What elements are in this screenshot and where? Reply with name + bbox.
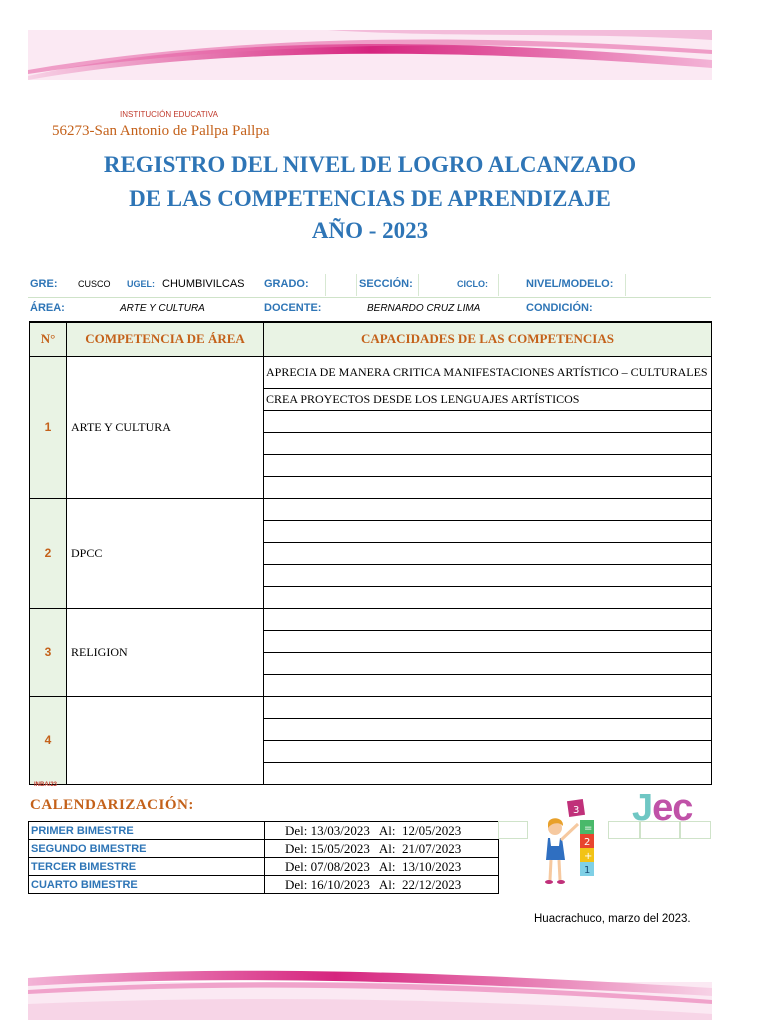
header-competencia: COMPETENCIA DE ÁREA bbox=[67, 322, 264, 356]
jec-logo-ec: ec bbox=[652, 787, 693, 829]
capacidad-cell: CREA PROYECTOS DESDE LOS LENGUAJES ARTÍSTICOS bbox=[264, 388, 712, 410]
bimestre-name: CUARTO BIMESTRE bbox=[29, 876, 265, 894]
bimestre-name: TERCER BIMESTRE bbox=[29, 858, 265, 876]
block-label: 3 bbox=[573, 805, 580, 816]
bimestre-dates: Del: 15/05/2023 Al: 21/07/2023 bbox=[265, 840, 499, 858]
capacidad-cell bbox=[264, 520, 712, 542]
bimestre-dates: Del: 16/10/2023 Al: 22/12/2023 bbox=[265, 876, 499, 894]
competencias-table bbox=[29, 321, 712, 785]
girl-with-blocks-illustration bbox=[538, 794, 608, 890]
row-number: 4 bbox=[30, 696, 67, 784]
calendar-title: CALENDARIZACIÓN: bbox=[30, 797, 194, 813]
capacidad-cell bbox=[264, 476, 712, 498]
table-header-row bbox=[30, 322, 712, 356]
capacidad-cell bbox=[264, 608, 712, 630]
ugel-value: CHUMBIVILCAS bbox=[162, 278, 245, 290]
calendar-table bbox=[28, 821, 499, 894]
nivel-modelo-label: NIVEL/MODELO: bbox=[526, 278, 614, 290]
competencia-cell: RELIGION bbox=[67, 608, 264, 696]
condicion-label: CONDICIÓN: bbox=[526, 302, 593, 314]
calendar-row bbox=[29, 822, 499, 840]
institution-name: 56273-San Antonio de Pallpa Pallpa bbox=[52, 123, 270, 139]
competencia-cell: DPCC bbox=[67, 498, 264, 608]
block-label: 2 bbox=[584, 837, 591, 848]
footer-swoosh bbox=[28, 964, 712, 1020]
capacidad-cell bbox=[264, 454, 712, 476]
capacidad-cell bbox=[264, 652, 712, 674]
jec-logo bbox=[632, 787, 692, 830]
competencia-cell: ARTE Y CULTURA bbox=[67, 356, 264, 498]
capacidad-cell bbox=[264, 674, 712, 696]
capacidad-cell: APRECIA DE MANERA CRITICA MANIFESTACIONES ARTÍSTICO – CULTURALES bbox=[264, 356, 712, 388]
footer-code: INBA/23 bbox=[34, 782, 58, 788]
document-title-line-2: DE LAS COMPETENCIAS DE APRENDIZAJE bbox=[129, 186, 611, 211]
gre-label: GRE: bbox=[30, 278, 58, 290]
block-label: + bbox=[584, 851, 593, 862]
gre-value: CUSCO bbox=[78, 279, 111, 289]
capacidad-cell bbox=[264, 740, 712, 762]
grid-cell bbox=[498, 821, 528, 839]
table-row bbox=[30, 608, 712, 630]
block-label: 1 bbox=[584, 865, 591, 876]
area-value: ARTE Y CULTURA bbox=[120, 303, 205, 314]
capacidad-cell bbox=[264, 410, 712, 432]
ciclo-label: CICLO: bbox=[457, 279, 488, 289]
capacidad-cell bbox=[264, 586, 712, 608]
docente-value: BERNARDO CRUZ LIMA bbox=[367, 303, 481, 314]
capacidad-cell bbox=[264, 564, 712, 586]
capacidad-cell bbox=[264, 630, 712, 652]
block-label: = bbox=[584, 823, 593, 834]
capacidad-cell bbox=[264, 696, 712, 718]
bimestre-name: PRIMER BIMESTRE bbox=[29, 822, 265, 840]
row-number: 2 bbox=[30, 498, 67, 608]
bimestre-dates: Del: 13/03/2023 Al: 12/05/2023 bbox=[265, 822, 499, 840]
bimestre-name: SEGUNDO BIMESTRE bbox=[29, 840, 265, 858]
ugel-label: UGEL: bbox=[127, 279, 155, 289]
document-title-year: AÑO - 2023 bbox=[311, 218, 429, 243]
seccion-label: SECCIÓN: bbox=[359, 278, 413, 290]
table-row bbox=[30, 696, 712, 718]
info-row-area bbox=[28, 298, 711, 320]
bimestre-dates: Del: 07/08/2023 Al: 13/10/2023 bbox=[265, 858, 499, 876]
table-row bbox=[30, 498, 712, 520]
capacidad-cell bbox=[264, 762, 712, 784]
table-row bbox=[30, 356, 712, 388]
header-swoosh bbox=[28, 30, 712, 80]
area-label: ÁREA: bbox=[30, 302, 65, 314]
calendar-row bbox=[29, 840, 499, 858]
calendar-row bbox=[29, 876, 499, 894]
competencia-cell bbox=[67, 696, 264, 784]
row-number: 3 bbox=[30, 608, 67, 696]
capacidad-cell bbox=[264, 718, 712, 740]
capacidad-cell bbox=[264, 498, 712, 520]
row-number: 1 bbox=[30, 356, 67, 498]
header-capacidades: CAPACIDADES DE LAS COMPETENCIAS bbox=[264, 322, 712, 356]
grado-label: GRADO: bbox=[264, 278, 309, 290]
place-and-date: Huacrachuco, marzo del 2023. bbox=[534, 913, 691, 925]
institution-label: INSTITUCIÓN EDUCATIVA bbox=[120, 110, 218, 119]
calendar-row bbox=[29, 858, 499, 876]
capacidad-cell bbox=[264, 542, 712, 564]
document-title-line-1: REGISTRO DEL NIVEL DE LOGRO ALCANZADO bbox=[103, 152, 637, 177]
capacidad-cell bbox=[264, 432, 712, 454]
docente-label: DOCENTE: bbox=[264, 302, 322, 314]
header-num: N° bbox=[30, 322, 67, 356]
info-row-general bbox=[28, 274, 711, 296]
jec-logo-j: J bbox=[632, 787, 653, 829]
